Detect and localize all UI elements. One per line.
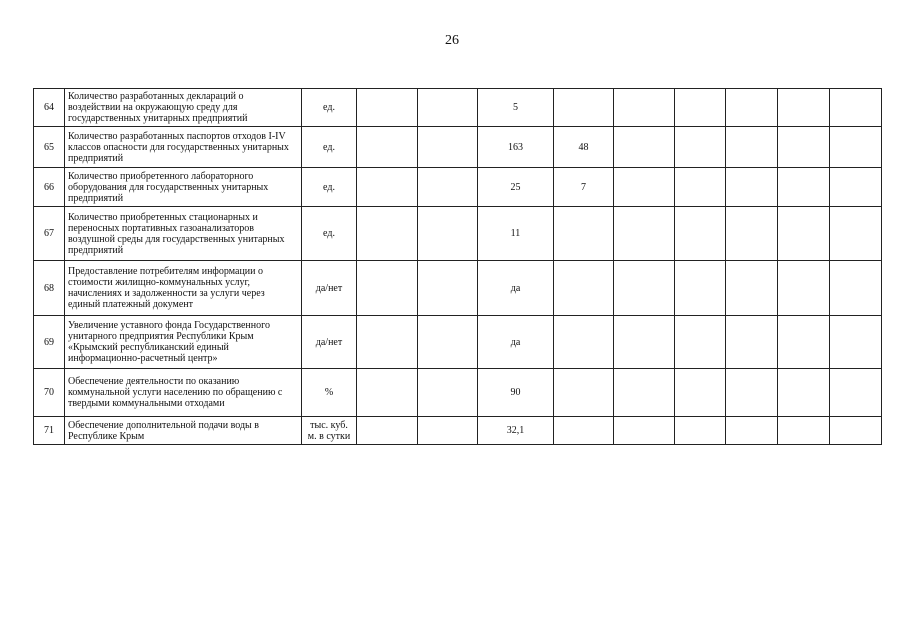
value-cell xyxy=(554,417,614,445)
value-cell xyxy=(675,207,726,261)
value-cell xyxy=(357,316,418,369)
value-cell xyxy=(675,89,726,127)
value-cell xyxy=(830,417,882,445)
value-cell xyxy=(418,127,478,168)
value-cell xyxy=(357,261,418,316)
unit-cell: ед. xyxy=(302,207,357,261)
table-row xyxy=(34,207,904,261)
value-cell xyxy=(778,127,830,168)
indicator-name-cell: Обеспечение дополнительной подачи воды в Республике Крым xyxy=(65,417,302,445)
value-cell xyxy=(357,207,418,261)
value-cell: да xyxy=(478,261,554,316)
value-cell xyxy=(675,316,726,369)
value-cell: 48 xyxy=(554,127,614,168)
value-cell xyxy=(778,207,830,261)
row-number-cell: 68 xyxy=(34,261,65,316)
table-row xyxy=(34,369,904,417)
row-number-cell: 64 xyxy=(34,89,65,127)
value-cell xyxy=(778,168,830,207)
value-cell xyxy=(830,168,882,207)
value-cell xyxy=(726,207,778,261)
value-cell: 7 xyxy=(554,168,614,207)
value-cell xyxy=(418,168,478,207)
value-cell xyxy=(554,207,614,261)
value-cell xyxy=(418,316,478,369)
value-cell xyxy=(614,316,675,369)
unit-cell: ед. xyxy=(302,168,357,207)
value-cell xyxy=(675,261,726,316)
row-number-cell: 71 xyxy=(34,417,65,445)
unit-cell: тыс. куб. м. в сутки xyxy=(302,417,357,445)
table-row xyxy=(34,261,904,316)
value-cell xyxy=(614,89,675,127)
unit-cell: ед. xyxy=(302,127,357,168)
value-cell xyxy=(726,417,778,445)
value-cell xyxy=(418,89,478,127)
value-cell xyxy=(554,316,614,369)
value-cell xyxy=(675,417,726,445)
value-cell xyxy=(614,417,675,445)
row-number-cell: 70 xyxy=(34,369,65,417)
value-cell xyxy=(675,369,726,417)
value-cell xyxy=(726,369,778,417)
page-number: 26 xyxy=(445,33,459,48)
table-row xyxy=(34,168,904,207)
value-cell xyxy=(726,261,778,316)
value-cell: 11 xyxy=(478,207,554,261)
value-cell xyxy=(614,261,675,316)
value-cell xyxy=(830,261,882,316)
indicators-table xyxy=(33,88,904,445)
value-cell xyxy=(357,168,418,207)
row-number-cell: 66 xyxy=(34,168,65,207)
unit-cell: да/нет xyxy=(302,261,357,316)
indicator-name-cell: Предоставление потребителям информации о стоимости жилищно-коммунальных услуг, начислениях и задолженности за услуги через единый платежный документ xyxy=(65,261,302,316)
table-row xyxy=(34,89,904,127)
value-cell xyxy=(554,89,614,127)
table-row xyxy=(34,417,904,445)
value-cell xyxy=(418,417,478,445)
value-cell xyxy=(726,89,778,127)
value-cell xyxy=(675,127,726,168)
indicator-name-cell: Количество приобретенного лабораторного оборудования для государственных унитарных предприятий xyxy=(65,168,302,207)
value-cell xyxy=(778,89,830,127)
value-cell xyxy=(726,316,778,369)
value-cell: да xyxy=(478,316,554,369)
value-cell xyxy=(554,369,614,417)
indicator-name-cell: Увеличение уставного фонда Государственного унитарного предприятия Республики Крым «Крымский республиканский единый информационно-расчетный центр» xyxy=(65,316,302,369)
row-number-cell: 67 xyxy=(34,207,65,261)
value-cell xyxy=(726,168,778,207)
value-cell xyxy=(418,369,478,417)
value-cell xyxy=(778,316,830,369)
value-cell xyxy=(614,127,675,168)
value-cell: 5 xyxy=(478,89,554,127)
table-row xyxy=(34,316,904,369)
value-cell xyxy=(554,261,614,316)
value-cell xyxy=(726,127,778,168)
value-cell xyxy=(614,369,675,417)
value-cell: 32,1 xyxy=(478,417,554,445)
value-cell xyxy=(778,417,830,445)
indicator-name-cell: Количество приобретенных стационарных и переносных портативных газоанализаторов воздушной среды для государственных унитарных предприятий xyxy=(65,207,302,261)
indicator-name-cell: Количество разработанных паспортов отходов I-IV классов опасности для государственных унитарных предприятий xyxy=(65,127,302,168)
value-cell xyxy=(675,168,726,207)
value-cell xyxy=(830,369,882,417)
value-cell: 25 xyxy=(478,168,554,207)
value-cell xyxy=(830,207,882,261)
indicator-name-cell: Количество разработанных деклараций о воздействии на окружающую среду для государственных унитарных предприятий xyxy=(65,89,302,127)
value-cell xyxy=(778,261,830,316)
value-cell xyxy=(357,127,418,168)
value-cell xyxy=(614,207,675,261)
row-number-cell: 69 xyxy=(34,316,65,369)
value-cell xyxy=(357,417,418,445)
unit-cell: да/нет xyxy=(302,316,357,369)
value-cell xyxy=(778,369,830,417)
table-row xyxy=(34,127,904,168)
value-cell xyxy=(357,89,418,127)
value-cell xyxy=(830,316,882,369)
unit-cell: % xyxy=(302,369,357,417)
value-cell xyxy=(830,127,882,168)
value-cell: 163 xyxy=(478,127,554,168)
unit-cell: ед. xyxy=(302,89,357,127)
value-cell xyxy=(418,207,478,261)
row-number-cell: 65 xyxy=(34,127,65,168)
value-cell xyxy=(418,261,478,316)
value-cell xyxy=(357,369,418,417)
indicator-name-cell: Обеспечение деятельности по оказанию коммунальной услуги населению по обращению с твердыми коммунальными отходами xyxy=(65,369,302,417)
value-cell xyxy=(830,89,882,127)
value-cell: 90 xyxy=(478,369,554,417)
value-cell xyxy=(614,168,675,207)
